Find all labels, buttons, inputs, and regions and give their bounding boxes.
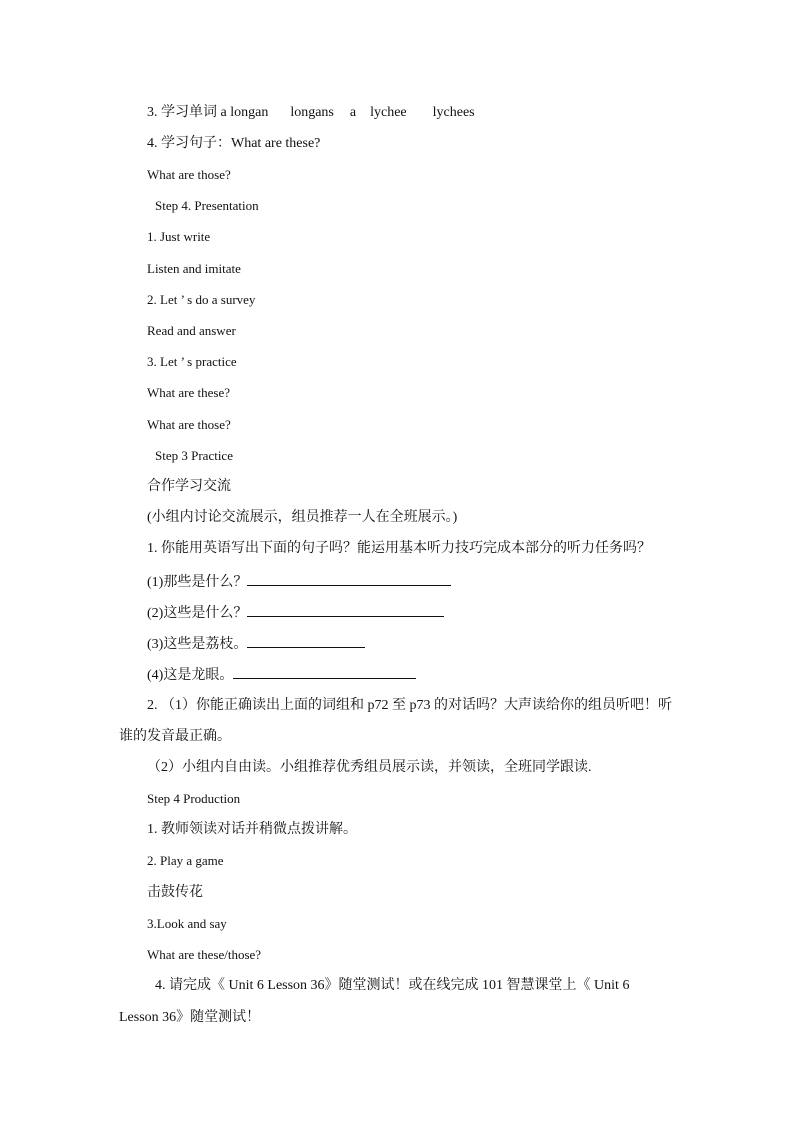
answer-blank[interactable] <box>247 604 444 617</box>
text-line: What are these/those? <box>147 947 262 962</box>
text-line: Listen and imitate <box>147 261 241 276</box>
question-line: 1. 你能用英语写出下面的句子吗？能运用基本听力技巧完成本部分的听力任务吗？ <box>147 541 651 556</box>
text-line: 1. Just write <box>147 229 211 244</box>
exercise-item: (1)那些是什么？ <box>147 573 451 591</box>
exercise-item: (4)这是龙眼。 <box>147 666 416 684</box>
step-heading: Step 4. Presentation <box>155 198 259 213</box>
text-line: What are these? <box>147 385 231 400</box>
step-heading: Step 3 Practice <box>155 448 233 463</box>
text-line: 1. 教师领读对话并稍微点拨讲解。 <box>147 822 357 837</box>
step-heading: Step 4 Production <box>147 791 241 806</box>
answer-blank[interactable] <box>233 666 416 679</box>
text-line: Read and answer <box>147 323 236 338</box>
answer-blank[interactable] <box>247 573 451 586</box>
text-line: 合作学习交流 <box>147 479 231 494</box>
vocabulary-line: 3. 学习单词 a longan longans a lychee lychees <box>147 105 475 120</box>
answer-blank[interactable] <box>247 635 365 648</box>
text-line: （2）小组内自由读。小组推荐优秀组员展示读，并领读，全班同学跟读. <box>147 760 592 775</box>
test-instruction: 4. 请完成《 Unit 6 Lesson 36》随堂测试！或在线完成 101 智慧课堂上《 Unit 6 <box>155 978 630 993</box>
question-line: 2. （1）你能正确读出上面的词组和 p72 至 p73 的对话吗？大声读给你的组员听吧！听 <box>147 698 672 713</box>
text-line: 3. Let ’ s practice <box>147 354 237 369</box>
exercise-item: (2)这些是什么？ <box>147 604 444 622</box>
text-line: 击鼓传花 <box>147 885 203 900</box>
text-line: What are those? <box>147 167 231 182</box>
text-line: 谁的发音最正确。 <box>119 729 231 744</box>
text-line: 3.Look and say <box>147 916 227 931</box>
test-instruction: Lesson 36》随堂测试！ <box>119 1010 261 1025</box>
exercise-item: (3)这些是荔枝。 <box>147 635 365 653</box>
sentence-heading: 4. 学习句子：What are these? <box>147 136 321 151</box>
text-line: What are those? <box>147 417 231 432</box>
text-line: (小组内讨论交流展示，组员推荐一人在全班展示。) <box>147 510 458 525</box>
text-line: 2. Let ’ s do a survey <box>147 292 256 307</box>
text-line: 2. Play a game <box>147 853 224 868</box>
